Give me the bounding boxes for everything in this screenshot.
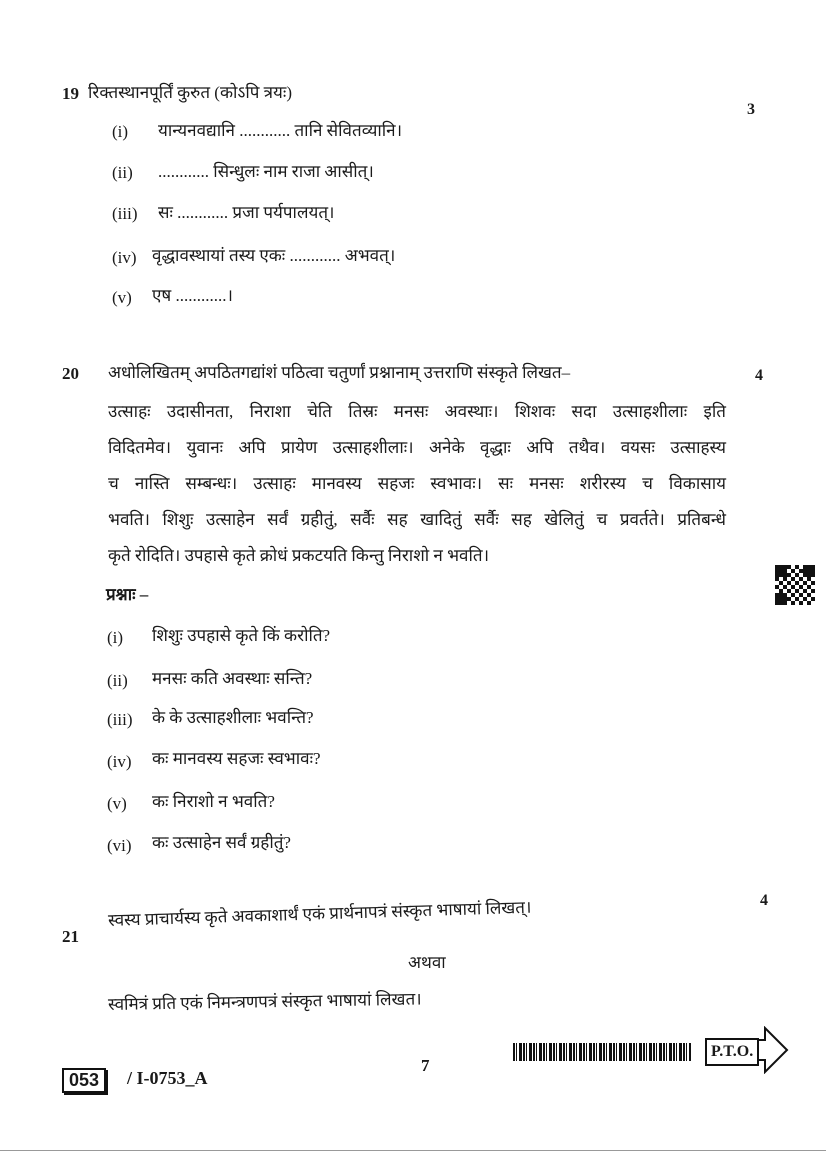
question-19-number: 19: [62, 84, 79, 103]
question-20-number: 20: [62, 364, 79, 383]
q20-question-text: कः मानवस्य सहजः स्वभावः?: [152, 749, 321, 768]
q20-question-text: शिशुः उपहासे कृते किं करोति?: [152, 626, 331, 645]
question-21-number: 21: [62, 927, 79, 946]
passage-line: भवति। शिशुः उत्साहेन सर्वं ग्रहीतुं, सर्वैः सह खादितुं सर्वैः सह खेलितुं च प्रवर्तते। प्रतिबन्धे: [108, 510, 726, 529]
q20-question-text: कः निराशो न भवति?: [152, 792, 275, 811]
q20-question-text: के के उत्साहशीलाः भवन्ति?: [152, 708, 314, 727]
subject-code-box: 053: [62, 1068, 106, 1093]
q19-item-label: (v): [112, 288, 132, 307]
q19-item-text: एष ............।: [152, 286, 233, 305]
arrow-right-icon: [757, 1026, 789, 1074]
questions-heading: प्रश्नाः –: [106, 585, 149, 604]
page-edge-line: [0, 1150, 826, 1151]
q20-question-label: (i): [107, 628, 124, 647]
or-label: अथवा: [408, 953, 446, 972]
q20-question-label: (iv): [107, 752, 132, 771]
pto-label: P.T.O.: [705, 1038, 759, 1066]
question-21-marks: 4: [760, 892, 768, 909]
passage-line: विदितमेव। युवानः अपि प्रायेण उत्साहशीलाः। अनेके वृद्धाः अपि तथैव। वयसः उत्साहस्य: [108, 438, 726, 457]
page-number: 7: [421, 1056, 430, 1075]
q20-question-text: मनसः कति अवस्थाः सन्ति?: [152, 669, 313, 688]
q19-item-label: (ii): [112, 163, 133, 182]
q19-item-text: सः ............ प्रजा पर्यपालयत्।: [158, 203, 335, 222]
passage-line: कृते रोदिति। उपहासे कृते क्रोधं प्रकटयति किन्तु निराशो न भवति।: [108, 546, 490, 565]
q20-question-label: (iii): [107, 710, 133, 729]
q20-question-label: (ii): [107, 671, 128, 690]
question-20-title: अधोलिखितम् अपठितगद्यांशं पठित्वा चतुर्णां प्रश्नानाम् उत्तराणि संस्कृते लिखत–: [108, 363, 571, 382]
question-19-title: रिक्तस्थानपूर्तिं कुरुत (कोऽपि त्रयः): [88, 83, 292, 102]
q20-question-label: (v): [107, 794, 127, 813]
question-20-marks: 4: [755, 367, 763, 384]
q19-item-label: (iii): [112, 204, 138, 223]
passage-line: उत्साहः उदासीनता, निराशा चेति तिस्रः मनसः अवस्थाः। शिशवः सदा उत्साहशीलाः इति: [108, 402, 726, 421]
question-19-marks: 3: [747, 101, 755, 118]
qr-code: [775, 565, 815, 605]
barcode: [513, 1043, 691, 1061]
question-21-alternative: स्वमित्रं प्रति एकं निमन्त्रणपत्रं संस्कृत भाषायां लिखत।: [107, 989, 422, 1014]
unseen-passage: [108, 394, 726, 574]
question-21-text: स्वस्य प्राचार्यस्य कृते अवकाशार्थं एकं प्रार्थनापत्रं संस्कृत भाषायां लिखत्।: [107, 897, 532, 930]
passage-line: च नास्ति सम्बन्धः। उत्साहः मानवस्य सहजः स्वभावः। सः मनसः शरीरस्य च विकासाय: [108, 474, 726, 493]
q19-item-text: यान्यनवद्यानि ............ तानि सेवितव्यानि।: [158, 121, 403, 140]
q19-item-label: (iv): [112, 248, 137, 267]
q20-question-label: (vi): [107, 836, 132, 855]
paper-id: / I-0753_A: [127, 1068, 208, 1088]
q19-item-text: ............ सिन्धुलः नाम राजा आसीत्।: [158, 162, 374, 181]
q20-question-text: कः उत्साहेन सर्वं ग्रहीतुं?: [152, 833, 291, 852]
q19-item-label: (i): [112, 122, 129, 141]
q19-item-text: वृद्धावस्थायां तस्य एकः ............ अभवत्।: [152, 246, 396, 265]
